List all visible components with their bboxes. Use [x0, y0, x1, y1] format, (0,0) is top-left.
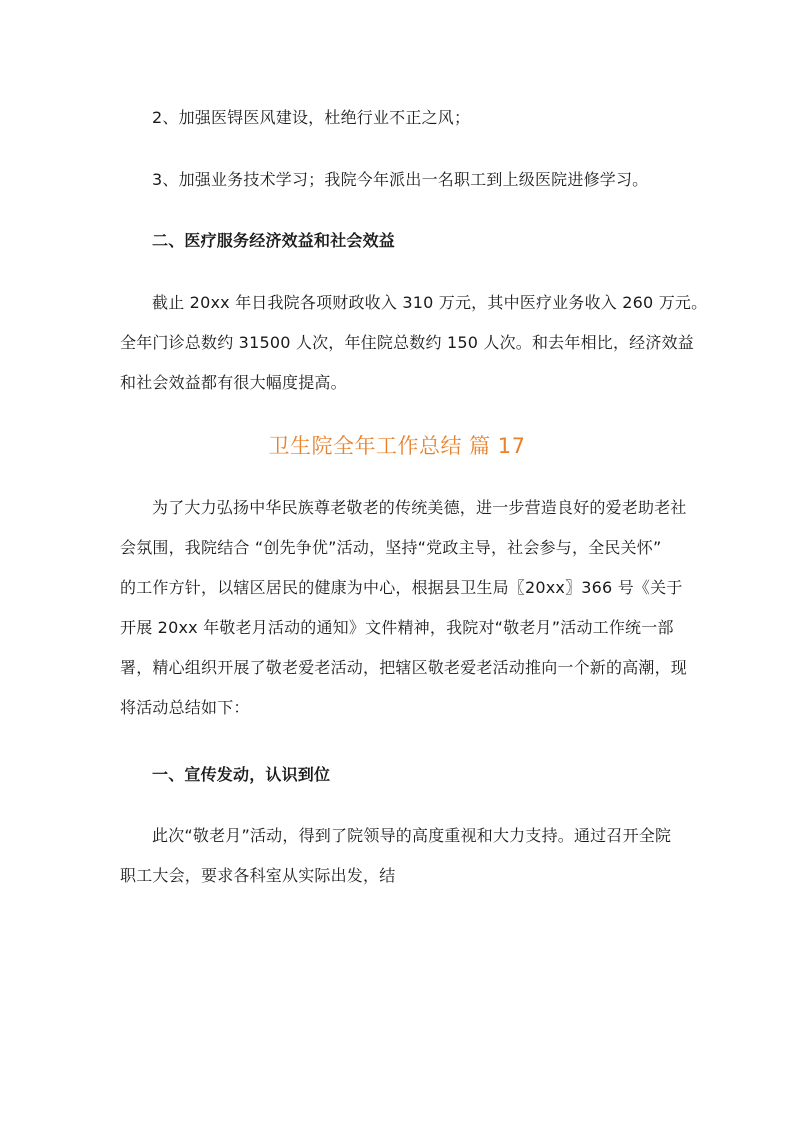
paragraph-line: 截止 20xx 年日我院各项财政收入 310 万元，其中医疗业务收入 260 万元。: [152, 293, 708, 312]
paragraph-line: 和社会效益都有很大幅度提高。: [120, 373, 347, 392]
paragraph-line: 将活动总结如下：: [120, 698, 250, 717]
section-title: 卫生院全年工作总结 篇 17: [268, 434, 526, 458]
section-heading-2: 二、医疗服务经济效益和社会效益: [152, 231, 396, 250]
paragraph-line: 署，精心组织开展了敬老爱老活动，把辖区敬老爱老活动推向一个新的高潮，现: [120, 658, 688, 677]
list-item-3: 3、加强业务技术学习；我院今年派出一名职工到上级医院进修学习。: [152, 170, 649, 189]
list-item-2: 2、加强医锝医风建设，杜绝行业不正之风；: [152, 108, 471, 127]
paragraph-line: 全年门诊总数约 31500 人次，年住院总数约 150 人次。和去年相比，经济效益: [120, 333, 694, 352]
section-heading-1: 一、宣传发动，认识到位: [152, 765, 331, 784]
paragraph-line: 此次“敬老月”活动，得到了院领导的高度重视和大力支持。通过召开全院: [152, 826, 672, 845]
paragraph-line: 开展 20xx 年敬老月活动的通知》文件精神，我院对“敬老月”活动工作统一部: [120, 618, 674, 637]
paragraph-line: 会氛围，我院结合 “创先争优”活动，坚持“党政主导，社会参与，全民关怀”: [120, 538, 662, 557]
paragraph-line: 为了大力弘扬中华民族尊老敬老的传统美德，进一步营造良好的爱老助老社: [152, 498, 687, 517]
paragraph-line: 的工作方针，以辖区居民的健康为中心，根据县卫生局〖20xx〗366 号《关于: [120, 578, 683, 597]
paragraph-line: 职工大会，要求各科室从实际出发，结: [120, 866, 396, 885]
